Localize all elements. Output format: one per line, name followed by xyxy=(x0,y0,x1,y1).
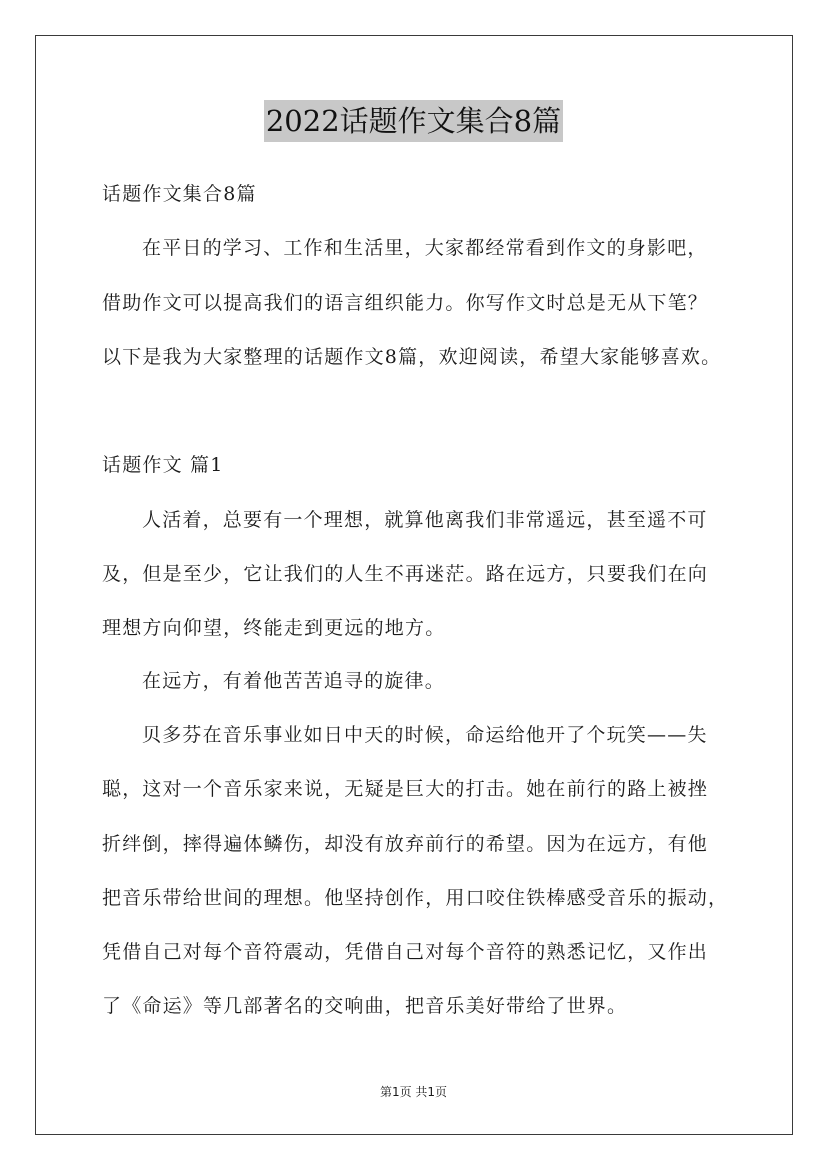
paragraph1-line-2: 及，但是至少，它让我们的人生不再迷茫。路在远方，只要我们在向 xyxy=(102,563,709,585)
document-subtitle: 话题作文集合8篇 xyxy=(102,183,257,205)
paragraph3-line-4: 把音乐带给世间的理想。他坚持创作，用口咬住铁棒感受音乐的振动， xyxy=(102,887,729,909)
paragraph2: 在远方，有着他苦苦追寻的旋律。 xyxy=(142,670,446,692)
paragraph1-line-3: 理想方向仰望，终能走到更远的地方。 xyxy=(102,617,446,639)
paragraph3-line-5: 凭借自己对每个音符震动，凭借自己对每个音符的熟悉记忆，又作出 xyxy=(102,941,709,963)
paragraph3-line-3: 折绊倒，摔得遍体鳞伤，却没有放弃前行的希望。因为在远方，有他 xyxy=(102,833,709,855)
section-heading: 话题作文 篇1 xyxy=(102,454,224,476)
document-title: 2022话题作文集合8篇 xyxy=(264,100,563,142)
intro-line-3: 以下是我为大家整理的话题作文8篇，欢迎阅读，希望大家能够喜欢。 xyxy=(102,346,722,368)
paragraph3-line-2: 聪，这对一个音乐家来说，无疑是巨大的打击。她在前行的路上被挫 xyxy=(102,778,709,800)
title-container xyxy=(0,100,827,142)
intro-line-1: 在平日的学习、工作和生活里，大家都经常看到作文的身影吧， xyxy=(142,237,708,259)
paragraph3-line-6: 了《命运》等几部著名的交响曲，把音乐美好带给了世界。 xyxy=(102,995,628,1017)
paragraph1-line-1: 人活着，总要有一个理想，就算他离我们非常遥远，甚至遥不可 xyxy=(142,509,708,531)
intro-line-2: 借助作文可以提高我们的语言组织能力。你写作文时总是无从下笔？ xyxy=(102,292,709,314)
page-footer: 第1页 共1页 xyxy=(379,1085,448,1099)
paragraph3-line-1: 贝多芬在音乐事业如日中天的时候，命运给他开了个玩笑——失 xyxy=(142,724,708,746)
